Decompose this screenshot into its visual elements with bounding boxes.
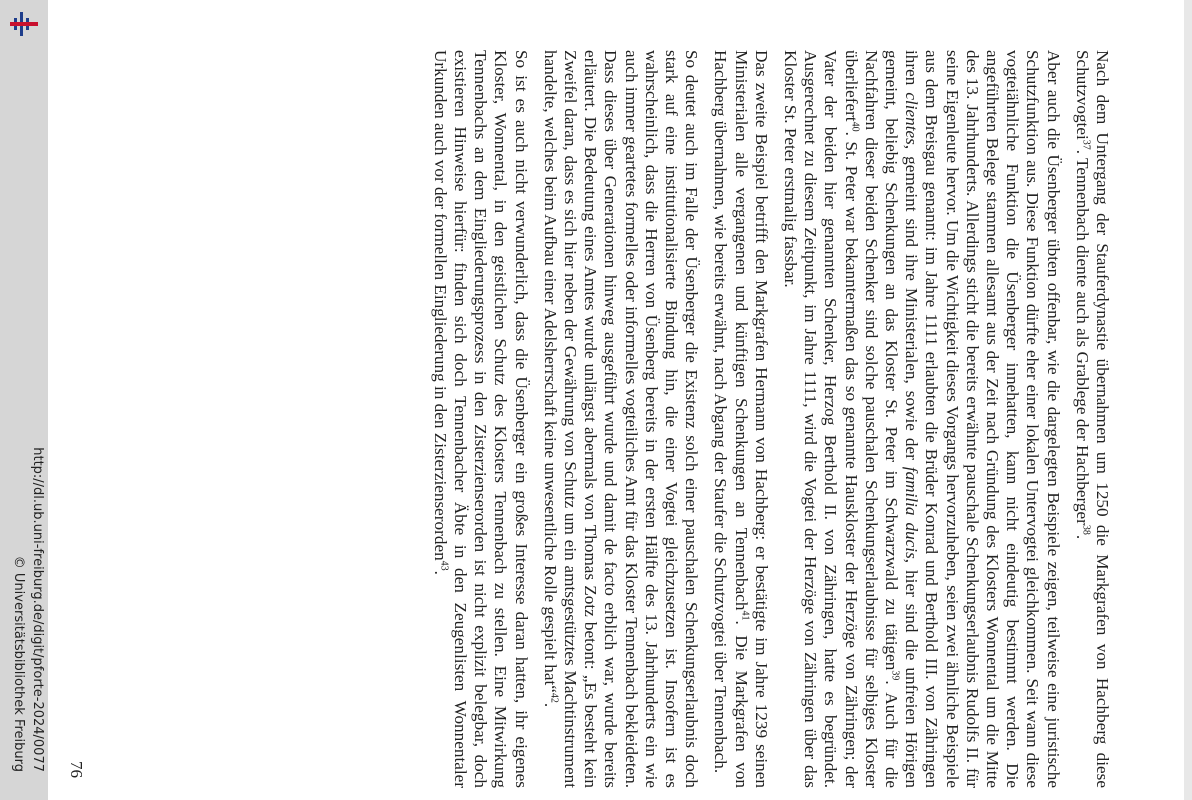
side-caption <box>0 0 48 800</box>
viewer-right-edge <box>1184 0 1192 800</box>
source-url[interactable]: http://dl.ub.uni-freiburg.de/digit/pforte-2024/0077 <box>30 447 45 772</box>
copyright-notice: © Universitätsbibliothek Freiburg <box>11 555 26 772</box>
paragraph: Aber auch die Üsenberger übten offenbar, wie die dargelegten Beispiele zeigen, teilweise eine juristische Schutzfunktion aus. Diese Funktion dürfte eher einer lokalen Untervogtei gleichkommen. Seit wann diese vogteiähnliche Funktion die Üsenberger innehatten, kann nicht eindeutig bestimmt werden. Die angeführten Belege stammen allesamt aus der Zeit nach Gründung des Klosters Wonnental um die Mitte des 13. Jahrhunderts. Allerdings sticht die bereits erwähnte pauschale Schenkungserlaubnis Rudolfs II. für seine Eigenleute hervor. Um die Wichtigkeit dieses Vorgangs hervorzuheben, seien zwei ähnliche Beispiele aus dem Breisgau genannt: im Jahre 1111 erlaubten die Brüder Konrad und Berthold III. von Zähringen ihren clientes, gemeint sind ihre Ministerialen, sowie der familia ducis, hier sind die unfreien Hörigen gemeint, beliebig Schenkungen an das Kloster St. Peter im Schwarzwald zu tätigen$^{39}$. Auch für die Nachfahren dieser beiden Schenker sind solche pauschalen Schenkungserlaubnisse für selbiges Kloster überliefert$^{40}$. St. Peter war bekanntermaßen das so genannte Hauskloster der Herzöge von Zähringen; der Vater der beiden hier genannten Schenker, Herzog Berthold II. von Zähringen, hatte es begründet. Ausgerechnet zu diesem Zeitpunkt, im Jahre 1111, wird die Vogtei der Herzöge von Zähringen über das Kloster St. Peter erstmalig fassbar. <box>780 50 1063 788</box>
page-number: 76 <box>67 761 86 778</box>
book-page <box>42 50 1112 788</box>
paragraph: So deutet auch im Falle der Üsenberger die Existenz solch einer pauschalen Schenkungserlaubnis doch stark auf eine institutionalisierte Bindung hin, die einer Vogtei gleichzusetzen ist. Insofern ist es wahrscheinlich, dass die Herren von Üsenberg bereits in der ersten Hälfte des 13. Jahrhunderts ein wie auch immer geartetes formelles oder informelles vogteiliches Amt für das Kloster Tennenbach bekleideten. Dass dieses über Generationen hinweg ausgeführt wurde und damit de facto erblich war, wurde bereits erläutert. Die Bedeutung eines Amtes wurde unlängst abermals von Thomas Zotz betont: „Es besteht kein Zweifel daran, dass es sich hier neben der Gewährung von Schutz um ein amtsgestütztes Machtinstrument handelte, welches beim Aufbau einer Adelsherrschaft keine unwesentliche Rolle gespielt hat“$^{42}$. <box>540 50 702 788</box>
paragraph: So ist es auch nicht verwunderlich, dass die Üsenberger ein großes Interesse daran hatten, ihr eigenes Kloster, Wonnental, in den geistlichen Schutz des Klosters Tennenbach zu stellen. Eine Mitwirkung Tennenbachs an dem Eingliederungsprozess in den Zisterzienserorden ist nicht explizit belegbar, doch existieren Hinweise hierfür: finden sich doch Tennenbacher Äbte in den Zeugenlisten Wonnentaler Urkunden auch vor der formellen Eingliederung in den Zisterzienserorden$^{43}$. <box>430 50 531 788</box>
paragraph: Das zweite Beispiel betrifft den Markgrafen Hermann von Hachberg: er bestätigte im Jahre 1239 seinen Ministerialen alle vergangenen und künftigen Schenkungen an Tennenbach$^{41}$. Die Markgrafen von Hachberg übernahmen, wie bereits erwähnt, nach Abgang der Staufer die Schutzvogtei über Tennenbach. <box>711 50 771 789</box>
paragraph: Nach dem Untergang der Stauferdynastie übernahmen um 1250 die Markgrafen von Hachberg diese Schutzvogtei$^{37}$. Tennenbach diente auch als Grablege der Hachberger$^{38}$. <box>1072 50 1112 788</box>
page-body <box>430 50 1113 788</box>
